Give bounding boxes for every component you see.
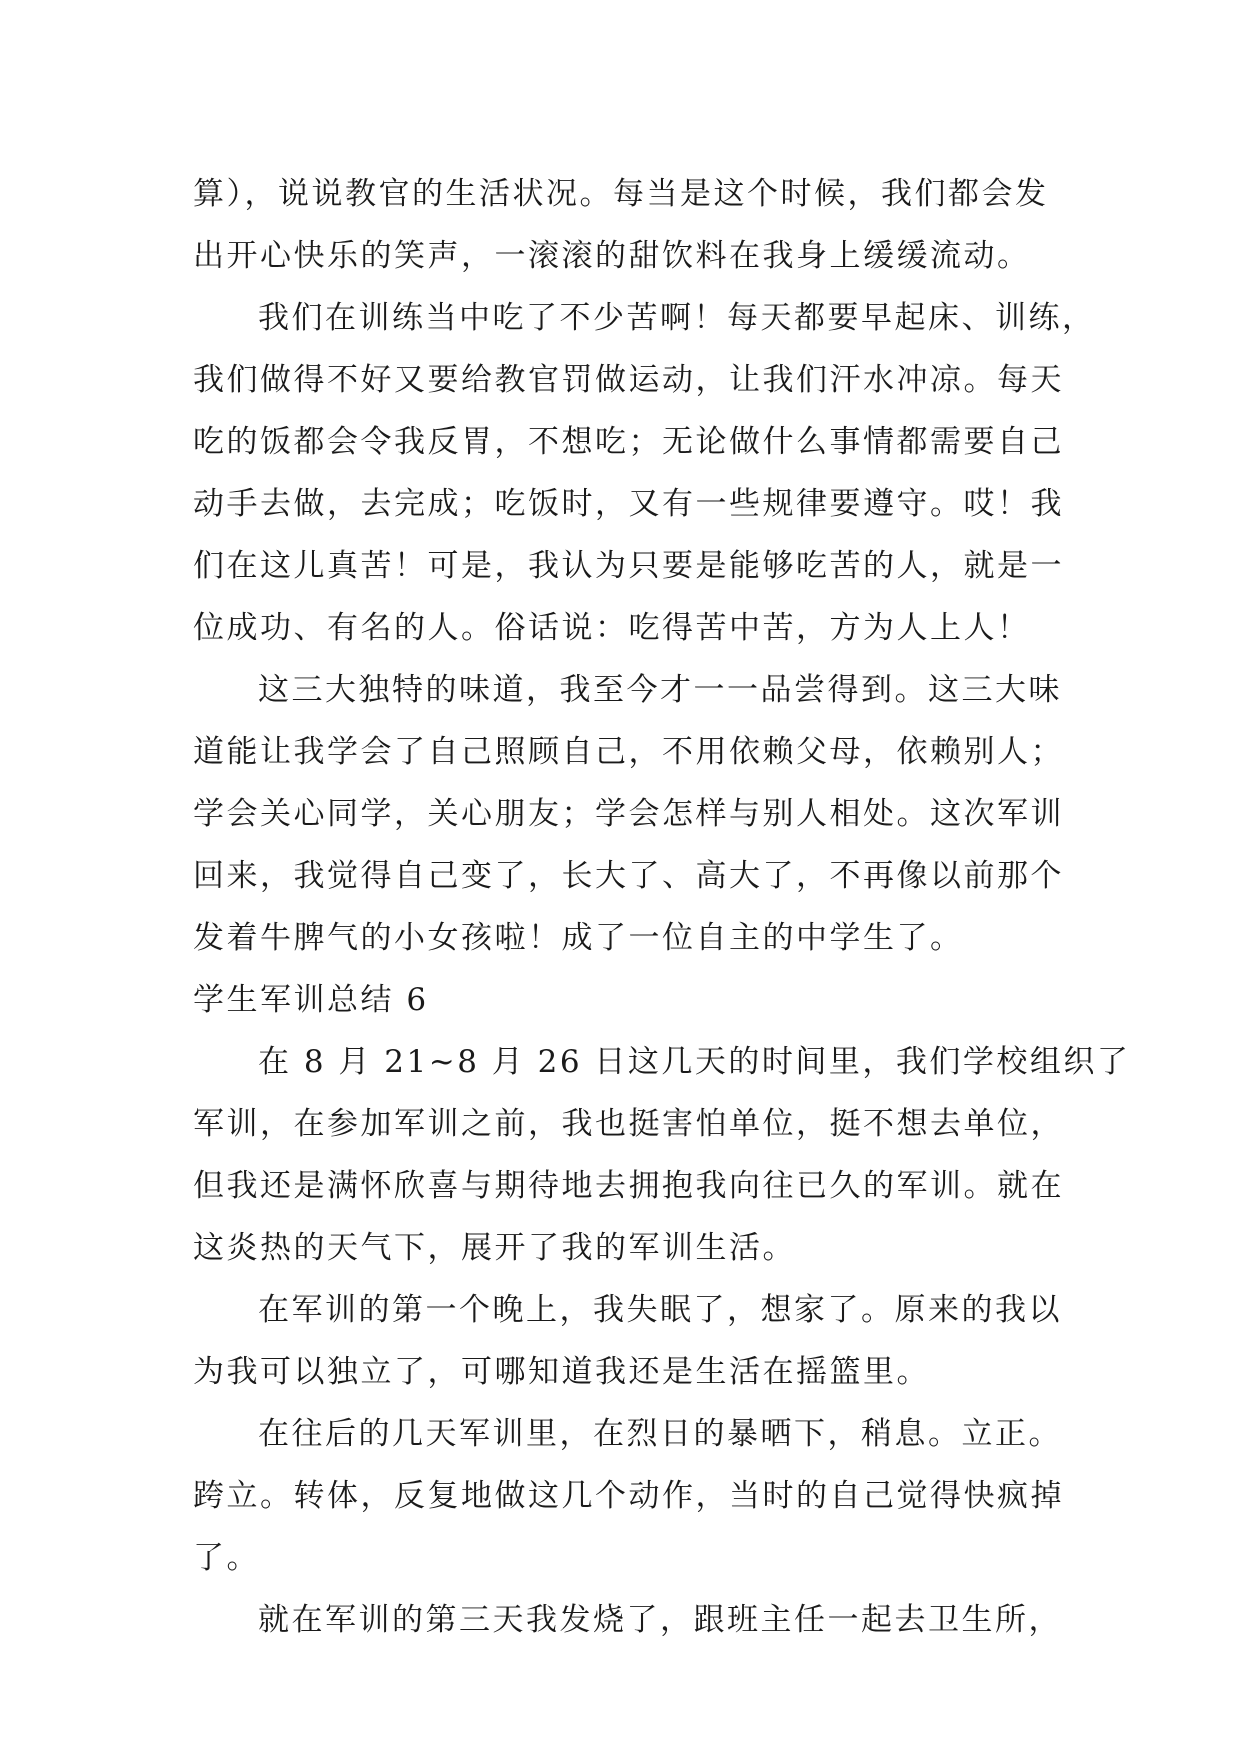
paragraph-start-line: 这三大独特的味道，我至今才一一品尝得到。这三大味 — [258, 672, 1062, 708]
text-line: 位成功、有名的人。俗话说：吃得苦中苦，方为人上人！ — [193, 610, 1031, 646]
text-line: 为我可以独立了，可哪知道我还是生活在摇篮里。 — [193, 1354, 930, 1390]
text-line: 出开心快乐的笑声，一滚滚的甜饮料在我身上缓缓流动。 — [193, 238, 1031, 274]
text-line: 吃的饭都会令我反胃，不想吃；无论做什么事情都需要自己 — [193, 424, 1064, 460]
document-body — [193, 163, 1131, 1651]
text-line: 算），说说教官的生活状况。每当是这个时候，我们都会发 — [193, 176, 1049, 212]
text-line: 但我还是满怀欣喜与期待地去拥抱我向往已久的军训。就在 — [193, 1168, 1064, 1204]
text-line: 学会关心同学，关心朋友；学会怎样与别人相处。这次军训 — [193, 796, 1064, 832]
paragraph-start-line: 我们在训练当中吃了不少苦啊！每天都要早起床、训练， — [258, 300, 1096, 336]
text-line: 道能让我学会了自己照顾自己，不用依赖父母，依赖别人； — [193, 734, 1064, 770]
text-line: 动手去做，去完成；吃饭时，又有一些规律要遵守。哎！我 — [193, 486, 1064, 522]
text-line: 跨立。转体，反复地做这几个动作，当时的自己觉得快疯掉 — [193, 1478, 1064, 1514]
text-line: 回来，我觉得自己变了，长大了、高大了，不再像以前那个 — [193, 858, 1064, 894]
text-line: 了。 — [193, 1540, 260, 1576]
text-line: 发着牛脾气的小女孩啦！成了一位自主的中学生了。 — [193, 920, 964, 956]
text-line: 这炎热的天气下，展开了我的军训生活。 — [193, 1230, 796, 1266]
paragraph-start-line: 在军训的第一个晚上，我失眠了，想家了。原来的我以 — [258, 1292, 1062, 1328]
section-heading: 学生军训总结 6 — [193, 982, 429, 1018]
paragraph-start-line: 就在军训的第三天我发烧了，跟班主任一起去卫生所， — [258, 1602, 1062, 1638]
paragraph-start-line: 在 8 月 21~8 月 26 日这几天的时间里，我们学校组织了 — [258, 1044, 1131, 1080]
text-line: 军训，在参加军训之前，我也挺害怕单位，挺不想去单位， — [193, 1106, 1064, 1142]
text-line: 们在这儿真苦！可是，我认为只要是能够吃苦的人，就是一 — [193, 548, 1064, 584]
text-line: 我们做得不好又要给教官罚做运动，让我们汗水冲凉。每天 — [193, 362, 1064, 398]
paragraph-start-line: 在往后的几天军训里，在烈日的暴晒下，稍息。立正。 — [258, 1416, 1062, 1452]
